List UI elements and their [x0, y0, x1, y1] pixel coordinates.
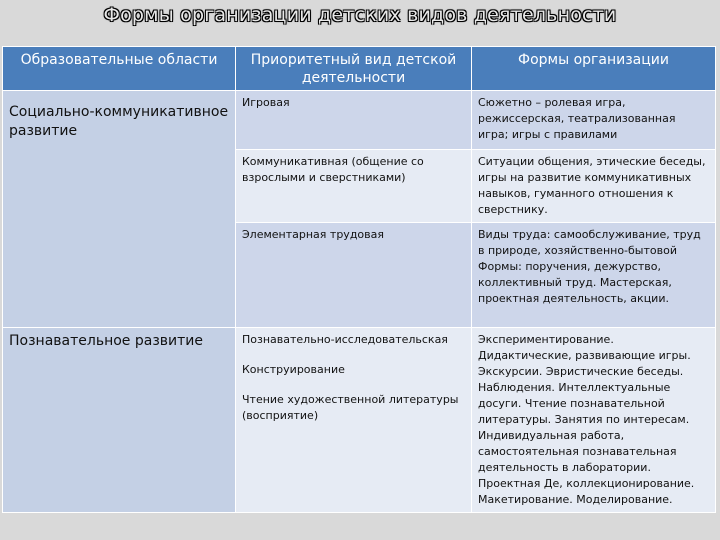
- forms-cell: Экспериментирование. Дидактические, развивающие игры. Экскурсии. Эвристические беседы. Наблюдения. Интеллектуальные досуги. Чтение познавательной литературы. Занятия по интересам. Индивидуальная работа, самостоятельная познавательная деятельность в лаборатории. Проектная Де, коллекционирование. Макетирование. Моделирование.: [472, 328, 716, 513]
- activity-cell: Коммуникативная (общение со взрослыми и сверстниками): [236, 150, 472, 223]
- forms-cell: Сюжетно – ролевая игра, режиссерская, театрализованная игра; игры с правилами: [472, 91, 716, 150]
- header-priority-activity: Приоритетный вид детской деятельности: [236, 47, 472, 91]
- activity-cell: Игровая: [236, 91, 472, 150]
- activities-table: [2, 46, 716, 513]
- area-cell: Социально-коммуникативное развитие: [3, 91, 236, 328]
- activity-cell: [236, 328, 472, 513]
- table-header-row: [3, 47, 716, 91]
- activity-item: Конструирование: [242, 363, 345, 376]
- forms-cell: Виды труда: самообслуживание, труд в природе, хозяйственно-бытовой Формы: поручения, дежурство, коллективный труд. Мастерская, проектная деятельность, акции.: [472, 223, 716, 328]
- table-row: [3, 91, 716, 150]
- activity-cell: Элементарная трудовая: [236, 223, 472, 328]
- forms-cell: Ситуации общения, этические беседы, игры на развитие коммуникативных навыков, гуманного отношения к сверстнику.: [472, 150, 716, 223]
- activity-item: Чтение художественной литературы (восприятие): [242, 393, 459, 422]
- activity-item: Познавательно-исследовательская: [242, 333, 448, 346]
- table-row: [3, 328, 716, 513]
- area-cell: Познавательное развитие: [3, 328, 236, 513]
- header-areas: Образовательные области: [3, 47, 236, 91]
- slide-title: Формы организации детских видов деятельности: [103, 4, 617, 26]
- header-forms: Формы организации: [472, 47, 716, 91]
